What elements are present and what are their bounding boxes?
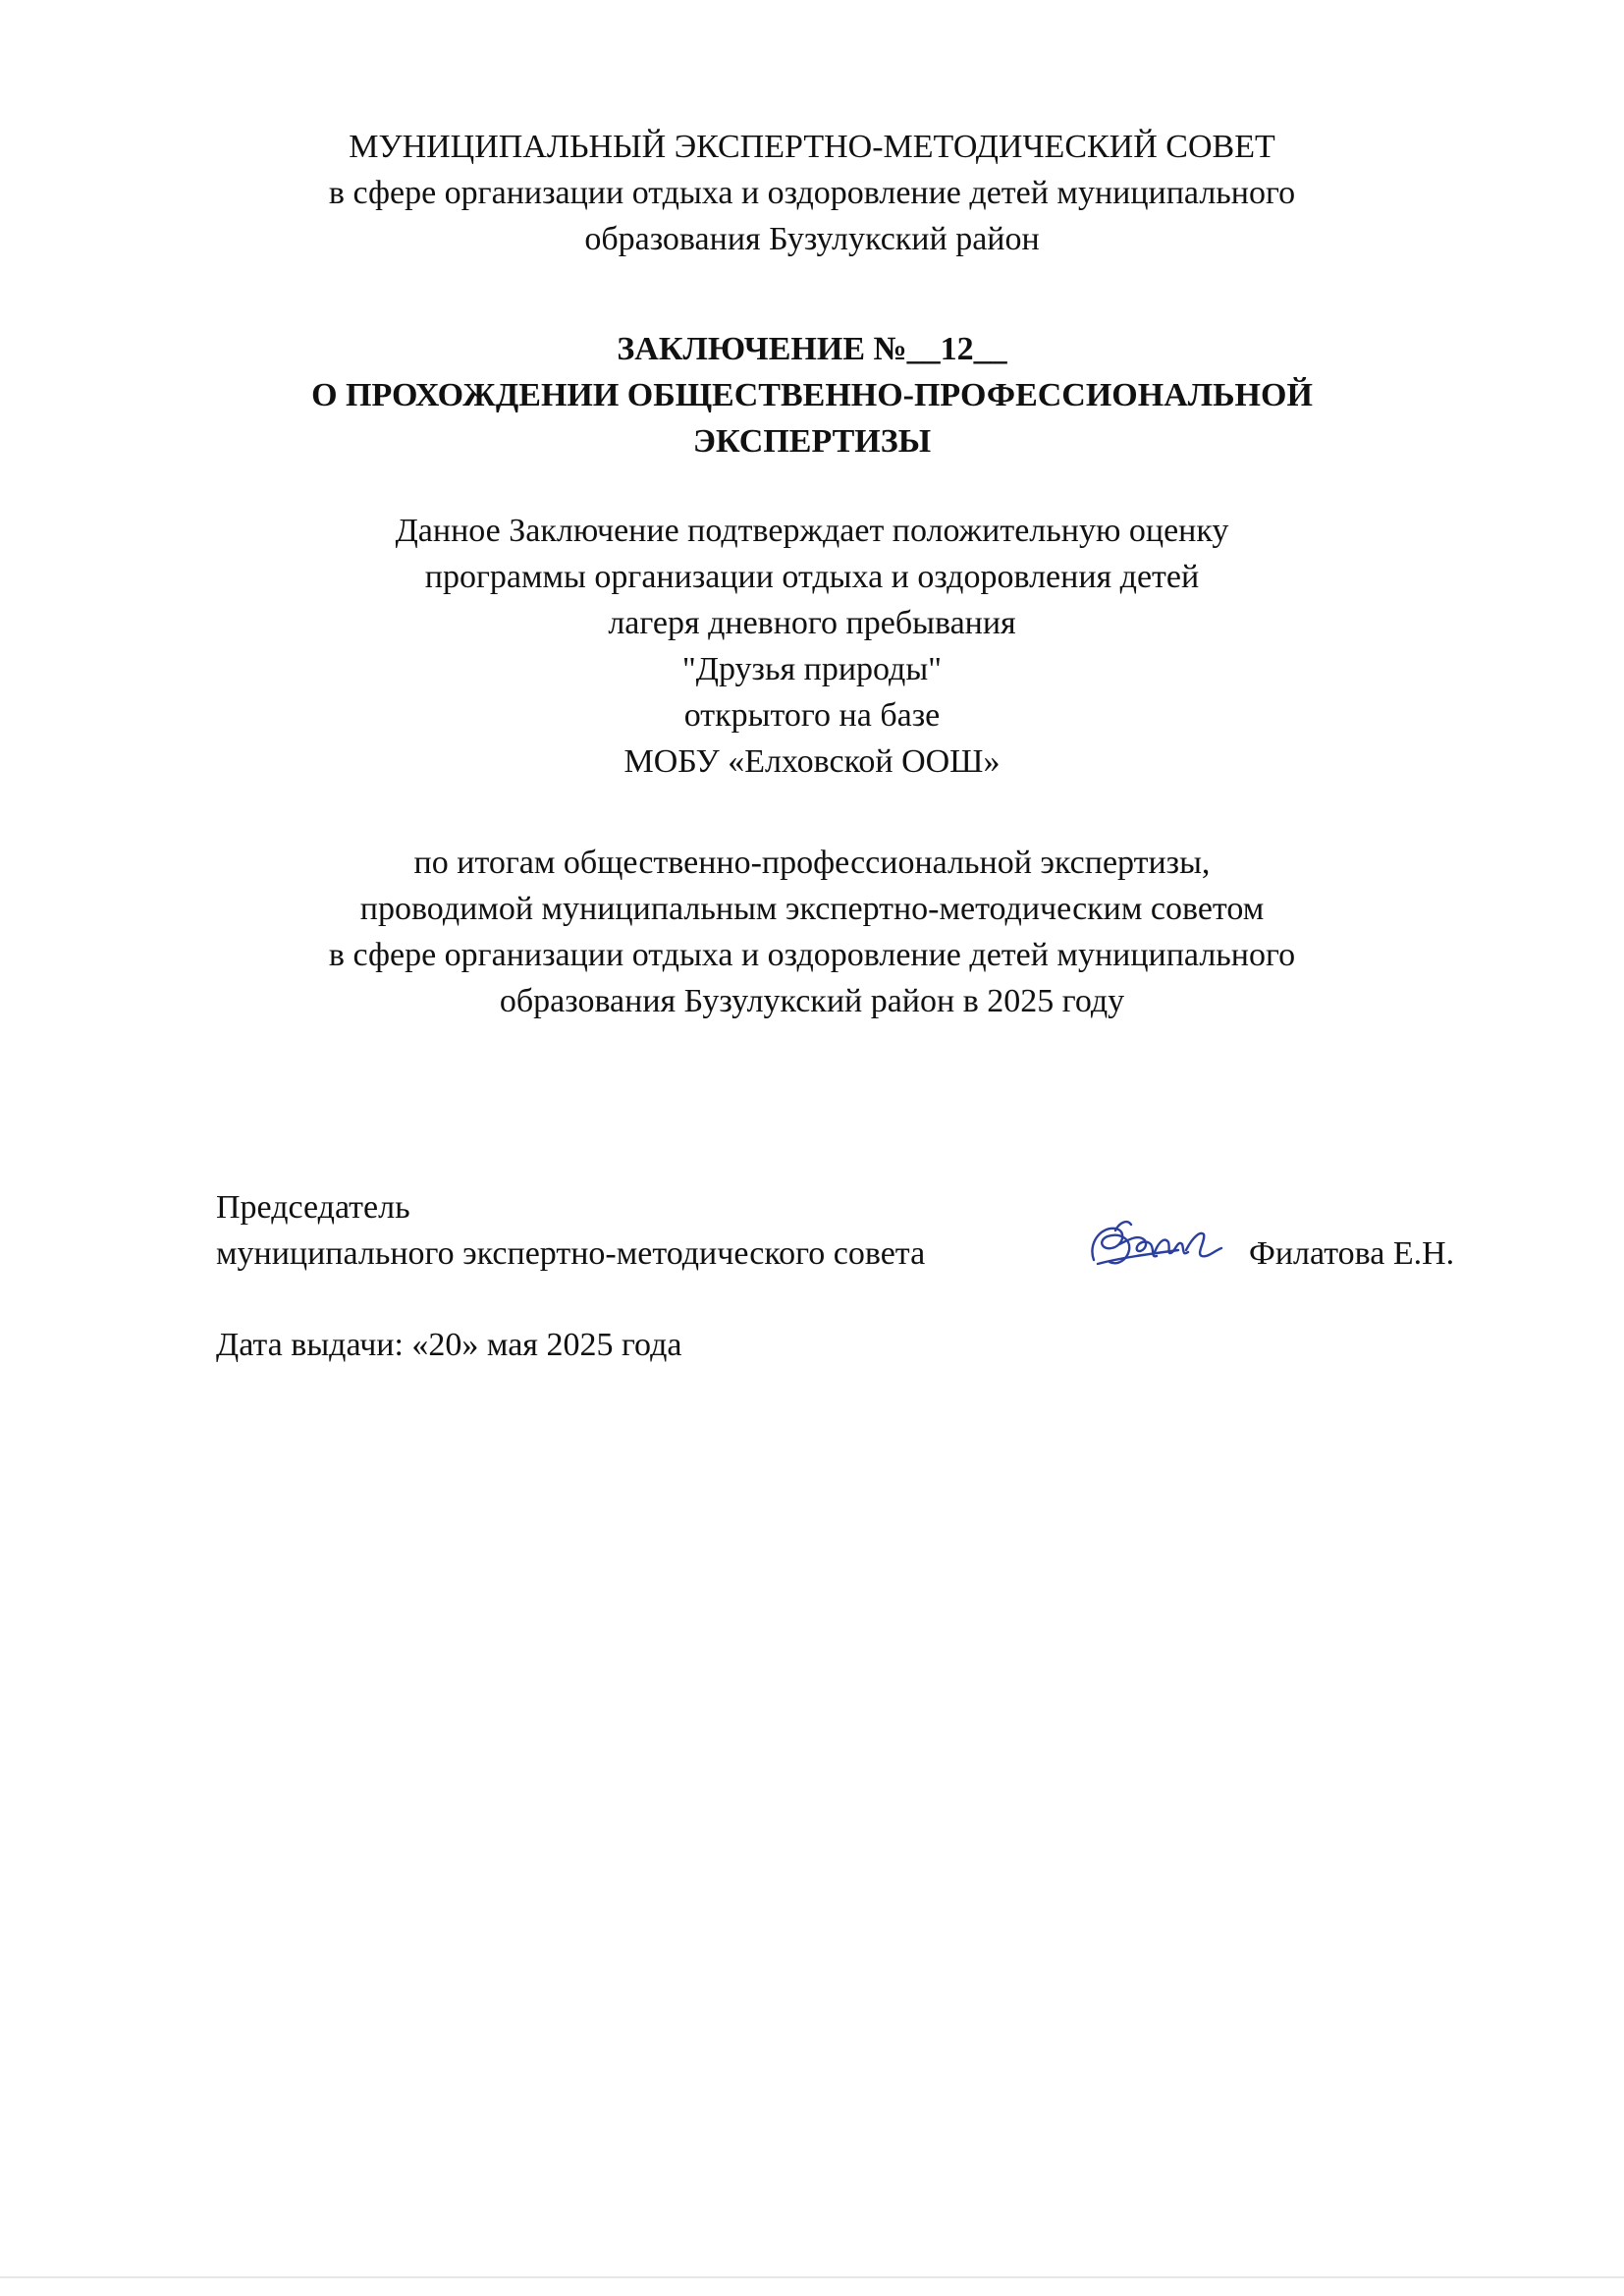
confirmation-text: [0, 508, 1624, 785]
results-line: образования Бузулукский район в 2025 году: [499, 983, 1125, 1019]
handwritten-signature: [1080, 1205, 1227, 1284]
signature-block: [216, 1184, 1512, 1289]
results-line: по итогам общественно-профессиональной экспертизы,: [413, 845, 1211, 881]
issue-date: Дата выдачи: «20» мая 2025 года: [216, 1327, 682, 1363]
title-line: О ПРОХОЖДЕНИИ ОБЩЕСТВЕННО-ПРОФЕССИОНАЛЬНОЙ: [311, 377, 1313, 413]
confirmation-line: Данное Заключение подтверждает положительную оценку: [395, 513, 1229, 549]
document-title: [0, 326, 1624, 465]
results-line: проводимой муниципальным экспертно-методическим советом: [359, 891, 1265, 927]
signer-position: Председатель: [216, 1189, 410, 1226]
results-line: в сфере организации отдыха и оздоровление детей муниципального: [328, 937, 1296, 973]
title-line: ЭКСПЕРТИЗЫ: [692, 423, 932, 460]
council-district-line: образования Бузулукский район: [584, 221, 1040, 257]
scan-edge-divider: [0, 2276, 1624, 2278]
confirmation-line: программы организации отдыха и оздоровления детей: [424, 559, 1200, 595]
camp-name: "Друзья природы": [681, 651, 943, 687]
signer-organization: муниципального экспертно-методического совета: [216, 1235, 926, 1272]
signer-name: Филатова Е.Н.: [1249, 1235, 1455, 1272]
council-scope-line: в сфере организации отдыха и оздоровление детей муниципального: [328, 175, 1296, 211]
confirmation-line: открытого на базе: [683, 697, 941, 734]
results-text: [0, 840, 1624, 1024]
council-header: [0, 124, 1624, 262]
council-name: МУНИЦИПАЛЬНЫЙ ЭКСПЕРТНО-МЕТОДИЧЕСКИЙ СОВЕТ: [349, 129, 1275, 165]
school-name: МОБУ «Елховской ООШ»: [623, 743, 1001, 780]
signature-row: [216, 1230, 1512, 1289]
camp-type: лагеря дневного пребывания: [608, 605, 1016, 641]
conclusion-number: ЗАКЛЮЧЕНИЕ №__12__: [617, 331, 1007, 367]
